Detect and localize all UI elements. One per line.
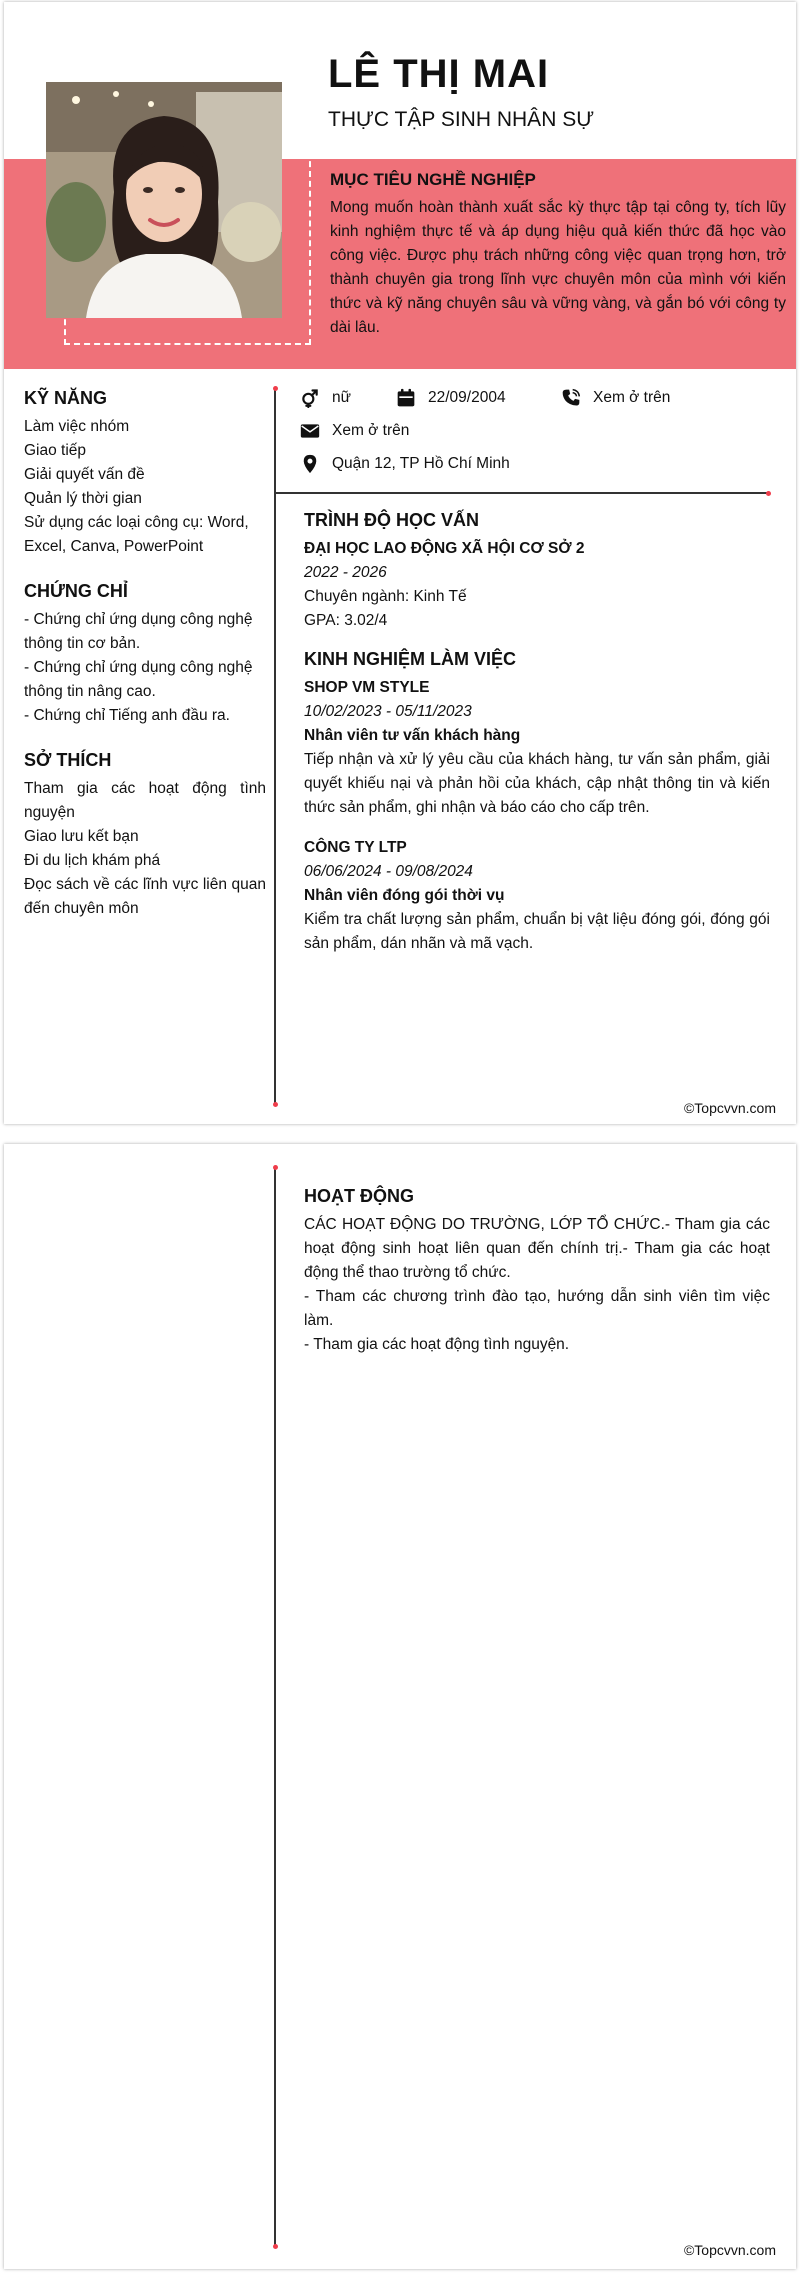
divider-dot <box>766 491 771 496</box>
education-period: 2022 - 2026 <box>304 564 387 581</box>
experience-heading: KINH NGHIỆM LÀM VIỆC <box>304 649 517 669</box>
contact-birthday <box>396 388 506 408</box>
phone-value: Xem ở trên <box>593 389 671 406</box>
calendar-icon <box>396 388 416 408</box>
contact-email <box>300 421 409 441</box>
skills-heading: KỸ NĂNG <box>24 388 108 408</box>
footer-watermark: ©Topcvvn.com <box>683 2242 776 2258</box>
contact-gender <box>300 388 351 408</box>
timeline-divider <box>274 1167 276 2247</box>
certificate-item: - Chứng chỉ ứng dụng công nghệ thông tin nâng cao. <box>24 659 253 700</box>
hobby-item: Giao lưu kết bạn <box>24 828 139 845</box>
objective-text: Mong muốn hoàn thành xuất sắc kỳ thực tập tại công ty, tích lũy kinh nghiệm thực tế và áp dụng hiệu quả kiến thức đã học vào công việc. Được phụ trách những công việc quan trọng hơn, trở thành chuyên gia trong lĩnh vực chuyên môn của mình với kiến thức và kỹ năng chuyên sâu và vững vàng, và gắn bó với công ty dài lâu. <box>330 199 786 336</box>
job-role: Nhân viên đóng gói thời vụ <box>304 887 505 904</box>
education-major: Chuyên ngành: Kinh Tế <box>304 588 467 605</box>
education-gpa: GPA: 3.02/4 <box>304 612 388 629</box>
objective-section <box>330 170 786 340</box>
birthday-value: 22/09/2004 <box>428 389 506 406</box>
timeline-dot <box>273 1165 278 1170</box>
experience-section <box>304 649 770 956</box>
hobbies-heading: SỞ THÍCH <box>24 750 112 770</box>
school-name: ĐẠI HỌC LAO ĐỘNG XÃ HỘI CƠ SỞ 2 <box>304 540 585 557</box>
timeline-dot <box>273 2244 278 2249</box>
job-description: Kiểm tra chất lượng sản phẩm, chuẩn bị vật liệu đóng gói, đóng gói sản phẩm, dán nhãn và mã vạch. <box>304 911 770 952</box>
certificate-item: - Chứng chỉ Tiếng anh đầu ra. <box>24 707 230 724</box>
resume-page-2 <box>4 1144 796 2269</box>
job-description: Tiếp nhận và xử lý yêu cầu của khách hàng, tư vấn sản phẩm, giải quyết khiếu nại và phản hồi của khách, cập nhật thông tin và kiến thức sản phẩm, ghi nhận và báo cáo cho cấp trên. <box>304 751 770 816</box>
contact-address <box>300 454 510 474</box>
activity-line: - Tham gia các hoạt động tình nguyện. <box>304 1336 570 1353</box>
certificates-section <box>24 581 266 728</box>
phone-icon <box>561 388 581 408</box>
company-name: SHOP VM STYLE <box>304 679 430 696</box>
right-column <box>304 510 770 972</box>
candidate-name: LÊ THỊ MAI <box>328 52 550 96</box>
experience-item <box>304 836 770 956</box>
hobbies-section <box>24 750 266 921</box>
skills-section <box>24 388 266 559</box>
skill-item: Giao tiếp <box>24 442 87 459</box>
email-icon <box>300 421 320 441</box>
left-column <box>24 388 266 943</box>
job-period: 06/06/2024 - 09/08/2024 <box>304 863 473 880</box>
footer-watermark: ©Topcvvn.com <box>683 1100 776 1116</box>
activity-line: CÁC HOẠT ĐỘNG DO TRƯỜNG, LỚP TỔ CHỨC.- Tham gia các hoạt động sinh hoạt liên quan đến chính trị.- Tham gia các hoạt động thể thao trường tổ chức. <box>304 1216 770 1281</box>
contact-divider <box>275 492 767 494</box>
gender-icon <box>300 388 320 408</box>
skill-item: Sử dụng các loại công cụ: Word, Excel, Canva, PowerPoint <box>24 514 249 555</box>
hobby-item: Đi du lịch khám phá <box>24 852 161 869</box>
certificate-item: - Chứng chỉ ứng dụng công nghệ thông tin cơ bản. <box>24 611 253 652</box>
job-role: Nhân viên tư vấn khách hàng <box>304 727 521 744</box>
activity-line: - Tham các chương trình đào tạo, hướng dẫn sinh viên tìm việc làm. <box>304 1288 770 1329</box>
activities-heading: HOẠT ĐỘNG <box>304 1186 414 1206</box>
education-section <box>304 510 770 633</box>
address-value: Quận 12, TP Hồ Chí Minh <box>332 455 510 472</box>
activities-section <box>304 1186 770 1357</box>
hobby-item: Tham gia các hoạt động tình nguyện <box>24 780 266 821</box>
certificates-heading: CHỨNG CHỈ <box>24 581 128 601</box>
timeline-divider <box>274 388 276 1106</box>
email-value: Xem ở trên <box>332 422 410 439</box>
job-period: 10/02/2023 - 05/11/2023 <box>304 703 472 720</box>
skill-item: Giải quyết vấn đề <box>24 466 145 483</box>
timeline-dot <box>273 1102 278 1107</box>
gender-value: nữ <box>332 389 351 406</box>
skill-item: Làm việc nhóm <box>24 418 130 435</box>
company-name: CÔNG TY LTP <box>304 839 407 856</box>
profile-photo <box>46 82 282 318</box>
skill-item: Quản lý thời gian <box>24 490 142 507</box>
contact-phone <box>561 388 670 408</box>
location-pin-icon <box>300 454 320 474</box>
experience-item <box>304 676 770 820</box>
resume-page-1 <box>4 2 796 1124</box>
objective-heading: MỤC TIÊU NGHỀ NGHIỆP <box>330 170 536 189</box>
job-title: THỰC TẬP SINH NHÂN SỰ <box>328 108 595 131</box>
timeline-dot <box>273 386 278 391</box>
education-heading: TRÌNH ĐỘ HỌC VẤN <box>304 510 479 530</box>
hobby-item: Đọc sách về các lĩnh vực liên quan đến chuyên môn <box>24 876 266 917</box>
